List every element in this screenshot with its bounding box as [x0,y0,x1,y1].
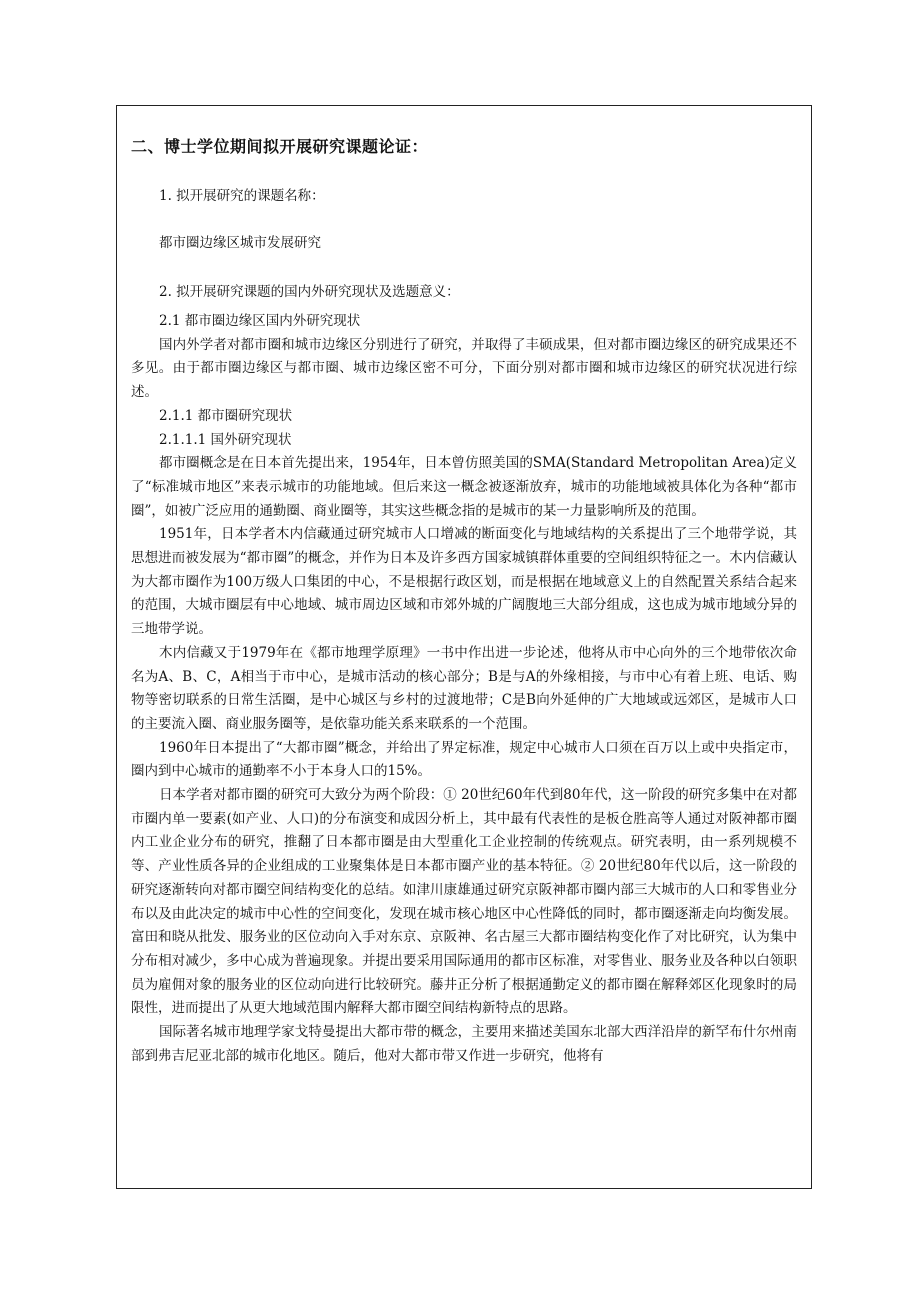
section-title: 二、博士学位期间拟开展研究课题论证： [131,137,429,156]
item1-label: 1. 拟开展研究的课题名称： [159,188,325,204]
subheading-2-1-1-1: 2.1.1.1 国外研究现状 [159,431,292,448]
topic-name: 都市圈边缘区城市发展研究 [159,235,321,251]
paragraph: 1951年，日本学者木内信藏通过研究城市人口增减的断面变化与地域结构的关系提出了三个地带学说，其思想进而被发展为“都市圈”的概念，并作为日本及许多西方国家城镇群体重要的空间组织特征之一。木内信藏认为大都市圈作为100万级人口集团的中心，不是根据行政区划，而是根据在地域意义上的自然配置关系结合起来的范围，大城市圈层有中心地域、城市周边区域和市郊外城的广阔腹地三大部分组成，这也成为城市地域分异的三地带学说。 [131,526,797,638]
item2-label: 2. 拟开展研究课题的国内外研究现状及选题意义： [159,284,460,300]
paragraph: 国际著名城市地理学家戈特曼提出大都市带的概念，主要用来描述美国东北部大西洋沿岸的新罕布什尔州南部到弗吉尼亚北部的城市化地区。随后，他对大都市带又作进一步研究，他将有 [131,1024,797,1064]
review-body [131,310,797,1069]
paragraph: 1960年日本提出了“大都市圈”概念，并给出了界定标准，规定中心城市人口须在百万以上或中央指定市，圈内到中心城市的通勤率不小于本身人口的15%。 [131,739,797,780]
paragraph: 日本学者对都市圈的研究可大致分为两个阶段：① 20世纪60年代到80年代，这一阶段的研究多集中在对都市圈内单一要素(如产业、人口)的分布演变和成因分析上，其中最有代表性的是板仓胜高等人通过对阪神都市圈内工业企业分布的研究，推翻了日本都市圈是由大型重化工企业控制的传统观点。研究表明，由一系列规模不等、产业性质各异的企业组成的工业聚集体是日本都市圈产业的基本特征。② 20世纪80年代以后，这一阶段的研究逐渐转向对都市圈空间结构变化的总结。如津川康雄通过研究京阪神都市圈内部三大城市的人口和零售业分布以及由此决定的城市中心性的空间变化，发现在城市核心地区中心性降低的同时，都市圈逐渐走向均衡发展。富田和晓从批发、服务业的区位动向入手对东京、京阪神、名古屋三大都市圈结构变化作了对比研究，认为集中分布相对减少，多中心成为普遍现象。并提出要采用国际通用的都市区标准，对零售业、服务业及各种以白领职员为雇佣对象的服务业的区位动向进行比较研究。藤井正分析了根据通勤定义的都市圈在解释郊区化现象时的局限性，进而提出了从更大地域范围内解释大都市圈空间结构新特点的思路。 [131,787,797,1017]
paragraph: 木内信藏又于1979年在《都市地理学原理》一书中作出进一步论述，他将从市中心向外的三个地带依次命名为A、B、C，A相当于市中心，是城市活动的核心部分；B是与A的外缘相接，与市中心有着上班、电话、购物等密切联系的日常生活圈，是中心城区与乡村的过渡地带；C是B向外延伸的广大地域或远郊区，是城市人口的主要流入圈、商业服务圈等，是依靠功能关系来联系的一个范围。 [131,644,797,732]
paragraph: 都市圈概念是在日本首先提出来，1954年，日本曾仿照美国的SMA(Standard Metropolitan Area)定义了“标准城市地区”来表示城市的功能地域。但后来这一概念被逐渐放弃，城市的功能地域被具体化为各种“都市圈”，如被广泛应用的通勤圈、商业圈等，其实这些概念指的是城市的某一力量影响所及的范围。 [131,455,797,519]
paragraph: 国内外学者对都市圈和城市边缘区分别进行了研究，并取得了丰硕成果，但对都市圈边缘区的研究成果还不多见。由于都市圈边缘区与都市圈、城市边缘区密不可分，下面分别对都市圈和城市边缘区的研究状况进行综述。 [131,336,797,401]
subheading-2-1-1: 2.1.1 都市圈研究现状 [159,407,293,424]
subheading-2-1: 2.1 都市圈边缘区国内外研究现状 [159,313,361,329]
form-frame [116,105,812,1189]
